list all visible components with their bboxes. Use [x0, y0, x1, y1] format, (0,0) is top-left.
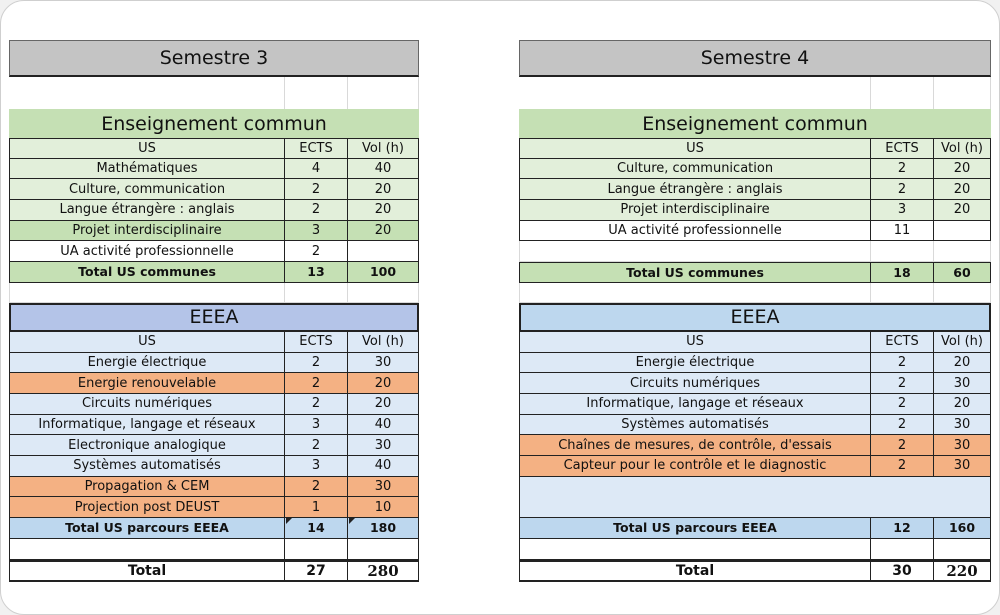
comment-marker-icon — [286, 518, 292, 524]
semester-3-table — [9, 40, 419, 582]
total-vol: 160 — [934, 518, 991, 539]
vol-value: 20 — [348, 373, 419, 394]
total-ects: 12 — [871, 518, 934, 539]
total-vol: 180 — [348, 518, 419, 539]
ects-value: 2 — [285, 477, 348, 498]
spacer-row — [9, 539, 419, 560]
us-name: Culture, communication — [519, 159, 871, 180]
col-header-vol: Vol (h) — [348, 138, 419, 159]
vol-value: 30 — [348, 477, 419, 498]
us-name: Langue étrangère : anglais — [9, 200, 285, 221]
grand-total-label: Total — [519, 560, 871, 582]
ects-value: 2 — [285, 394, 348, 415]
s4-common-header-row — [519, 138, 991, 159]
ects-value: 2 — [285, 353, 348, 374]
us-name: UA activité professionnelle — [519, 221, 871, 242]
ects-value: 11 — [871, 221, 934, 242]
s3-common-heading: Enseignement commun — [9, 109, 419, 138]
table-row — [9, 241, 419, 262]
us-name: Culture, communication — [9, 179, 285, 200]
ects-value: 2 — [285, 200, 348, 221]
vol-value: 10 — [348, 497, 419, 518]
table-row — [9, 200, 419, 221]
table-row — [9, 415, 419, 436]
s3-eeea-header-row — [9, 332, 419, 353]
ects-value: 2 — [871, 353, 934, 374]
ects-value: 2 — [871, 394, 934, 415]
us-name: Projet interdisciplinaire — [9, 221, 285, 242]
us-name: Langue étrangère : anglais — [519, 179, 871, 200]
vol-value: 20 — [934, 353, 991, 374]
comment-marker-icon — [349, 518, 355, 524]
us-name: Circuits numériques — [9, 394, 285, 415]
table-row — [519, 221, 991, 242]
ects-value: 2 — [285, 373, 348, 394]
us-name: Capteur pour le contrôle et le diagnostic — [519, 456, 871, 477]
vol-value: 20 — [348, 221, 419, 242]
us-name: UA activité professionnelle — [9, 241, 285, 262]
s3-eeea-total-row — [9, 518, 419, 539]
spacer-row — [519, 241, 991, 262]
us-name: Projection post DEUST — [9, 497, 285, 518]
total-ects: 14 — [285, 518, 348, 539]
us-name: Informatique, langage et réseaux — [519, 394, 871, 415]
table-row — [519, 415, 991, 436]
blank-row — [9, 77, 419, 109]
grand-total-vol: 280 — [348, 560, 419, 582]
vol-value: 20 — [934, 179, 991, 200]
table-row — [9, 477, 419, 498]
grand-total-ects: 30 — [871, 560, 934, 582]
grand-total-vol: 220 — [934, 560, 991, 582]
us-name: Chaînes de mesures, de contrôle, d'essais — [519, 435, 871, 456]
ects-value: 3 — [871, 200, 934, 221]
us-name: Energie électrique — [9, 353, 285, 374]
ects-value: 2 — [871, 159, 934, 180]
ects-value: 2 — [871, 456, 934, 477]
vol-value: 20 — [348, 394, 419, 415]
table-row — [9, 221, 419, 242]
total-label: Total US parcours EEEA — [519, 518, 871, 539]
total-vol: 100 — [348, 262, 419, 283]
semester-4-title: Semestre 4 — [519, 40, 991, 77]
col-header-vol: Vol (h) — [934, 138, 991, 159]
us-name: Energie électrique — [519, 353, 871, 374]
total-ects: 13 — [285, 262, 348, 283]
ects-value: 3 — [285, 415, 348, 436]
ects-value: 2 — [285, 179, 348, 200]
vol-value — [934, 221, 991, 242]
s4-eeea-total-row — [519, 518, 991, 539]
spacer-row — [9, 283, 419, 303]
col-header-ects: ECTS — [871, 332, 934, 353]
us-name: Energie renouvelable — [9, 373, 285, 394]
table-row — [519, 179, 991, 200]
col-header-ects: ECTS — [285, 332, 348, 353]
col-header-ects: ECTS — [285, 138, 348, 159]
table-row — [9, 497, 419, 518]
spacer-row — [519, 283, 991, 303]
us-name: Circuits numériques — [519, 373, 871, 394]
total-ects: 18 — [871, 262, 934, 283]
vol-value: 20 — [348, 179, 419, 200]
ects-value: 2 — [871, 373, 934, 394]
s4-common-heading: Enseignement commun — [519, 109, 991, 138]
vol-value: 20 — [934, 200, 991, 221]
table-row — [519, 373, 991, 394]
grand-total-ects: 27 — [285, 560, 348, 582]
table-row — [519, 200, 991, 221]
table-row — [9, 159, 419, 180]
us-name: Mathématiques — [9, 159, 285, 180]
us-name: Systèmes automatisés — [9, 456, 285, 477]
vol-value: 40 — [348, 456, 419, 477]
col-header-ects: ECTS — [871, 138, 934, 159]
us-name: Electronique analogique — [9, 435, 285, 456]
vol-value — [348, 241, 419, 262]
table-row — [9, 353, 419, 374]
s4-eeea-header-row — [519, 332, 991, 353]
total-label: Total US communes — [519, 262, 871, 283]
ects-value: 1 — [285, 497, 348, 518]
vol-value: 40 — [348, 159, 419, 180]
table-row — [9, 179, 419, 200]
ects-value: 3 — [285, 221, 348, 242]
s3-eeea-heading: EEEA — [9, 303, 419, 332]
us-name: Systèmes automatisés — [519, 415, 871, 436]
total-vol: 60 — [934, 262, 991, 283]
table-row — [9, 456, 419, 477]
us-name: Informatique, langage et réseaux — [9, 415, 285, 436]
semester-3-title: Semestre 3 — [9, 40, 419, 77]
ects-value: 2 — [285, 435, 348, 456]
table-row — [9, 394, 419, 415]
col-header-us: US — [519, 138, 871, 159]
vol-value: 30 — [934, 456, 991, 477]
ects-value: 2 — [871, 179, 934, 200]
s4-common-total-row — [519, 262, 991, 283]
vol-value: 20 — [934, 394, 991, 415]
s4-eeea-heading: EEEA — [519, 303, 991, 332]
empty-merged-block — [519, 477, 991, 518]
col-header-vol: Vol (h) — [934, 332, 991, 353]
total-label: Total US parcours EEEA — [9, 518, 285, 539]
table-row — [9, 435, 419, 456]
vol-value: 40 — [348, 415, 419, 436]
vol-value: 20 — [348, 200, 419, 221]
col-header-us: US — [9, 138, 285, 159]
us-name: Propagation & CEM — [9, 477, 285, 498]
vol-value: 30 — [934, 435, 991, 456]
table-row — [519, 159, 991, 180]
vol-value: 30 — [348, 435, 419, 456]
ects-value: 3 — [285, 456, 348, 477]
table-row — [9, 373, 419, 394]
s3-common-header-row — [9, 138, 419, 159]
ects-value: 2 — [871, 435, 934, 456]
vol-value: 30 — [934, 415, 991, 436]
ects-value: 2 — [285, 241, 348, 262]
table-row — [519, 435, 991, 456]
col-header-us: US — [9, 332, 285, 353]
semester-4-table — [519, 40, 991, 582]
vol-value: 20 — [934, 159, 991, 180]
vol-value: 30 — [934, 373, 991, 394]
spacer-row — [519, 539, 991, 560]
total-label: Total US communes — [9, 262, 285, 283]
ects-value: 2 — [871, 415, 934, 436]
col-header-vol: Vol (h) — [348, 332, 419, 353]
table-row — [519, 394, 991, 415]
us-name: Projet interdisciplinaire — [519, 200, 871, 221]
table-row — [519, 353, 991, 374]
s4-grand-total-row — [519, 560, 991, 582]
grand-total-label: Total — [9, 560, 285, 582]
blank-row — [519, 77, 991, 109]
vol-value: 30 — [348, 353, 419, 374]
col-header-us: US — [519, 332, 871, 353]
ects-value: 4 — [285, 159, 348, 180]
s3-common-total-row — [9, 262, 419, 283]
table-row — [519, 456, 991, 477]
s3-grand-total-row — [9, 560, 419, 582]
